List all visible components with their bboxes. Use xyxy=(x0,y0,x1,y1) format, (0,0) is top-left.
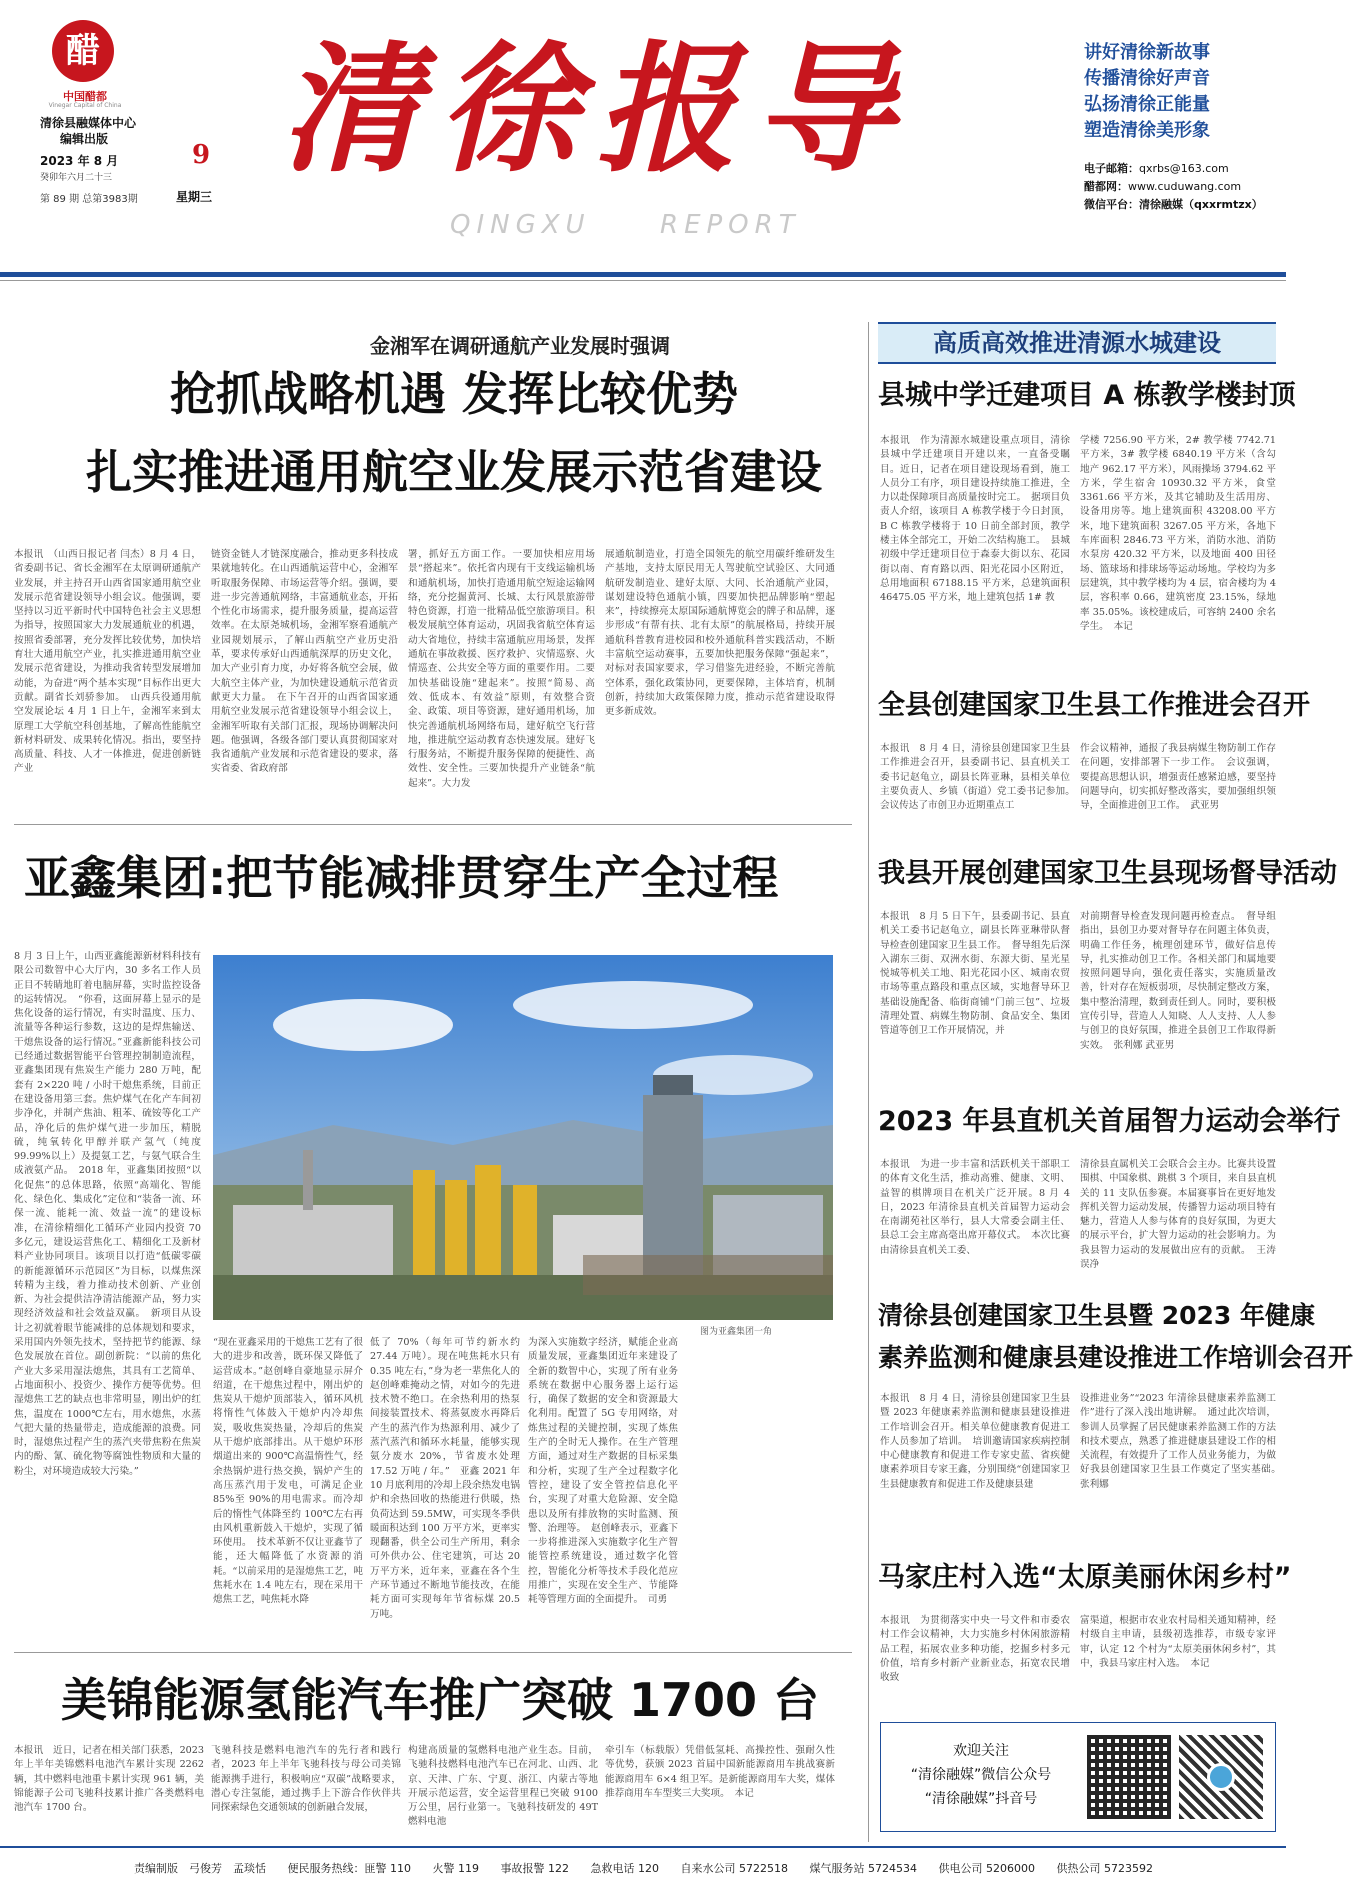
website-link[interactable]: www.cuduwang.com xyxy=(1128,180,1242,193)
sidebar-a5-title-2: 素养监测和健康县建设推进工作培训会召开 xyxy=(878,1343,1353,1372)
follow-douyin: “清徐融媒”抖音号 xyxy=(924,1791,1038,1807)
hydrogen-body-col-3: 构建高质量的氢燃料电池产业生态。目前，飞驰科技燃料电池汽车已在河北、山西、北京、天津、广东、宁夏、浙江、内蒙古等地开展示范运营，安全运营里程已突破 9100 万公里，居行业第一。飞驰科技研发的 49T 燃料电池 xyxy=(408,1745,598,1828)
sidebar-banner-text: 高质高效推进清源水城建设 xyxy=(933,329,1221,357)
contact-block xyxy=(1084,160,1263,214)
publisher: 清徐县融媒体中心 xyxy=(40,116,137,130)
yaxin-divider xyxy=(14,1652,852,1653)
douyin-qr-code-icon[interactable] xyxy=(1179,1735,1263,1819)
city-label-en: Vinegar Capital of China xyxy=(48,102,122,109)
sidebar-a5-col-1: 本报讯 8 月 4 日，清徐县创建国家卫生县暨 2023 年健康素养监测和健康县建设推进工作培训会召开。相关单位健康教育促进工作人员参加了培训。 培训邀请国家疾病控制中心健康教育和促进工作专家史蓝、省疾健康素养项目专家王鑫，分别围绕“创建国家卫生县健康教育和促进工作及健康县建 xyxy=(880,1393,1070,1490)
slogan-line: 传播清徐好声音 xyxy=(1084,68,1210,89)
sidebar-a5-col-2: 设推进业务”“2023 年清徐县健康素养监测工作”进行了深入浅出地讲解。 通过此次培训，参训人员掌握了居民健康素养监测工作的方法和技术要点，熟悉了推进健康县建设工作的相关流程，有效提升了工作人员业务能力，为做好我县创建国家卫生县工作奠定了坚实基础。 张利娜 xyxy=(1080,1393,1286,1490)
column-divider xyxy=(868,322,869,1842)
yaxin-body-col-2: “现在亚鑫采用的干熄焦工艺有了很大的进步和改善，既环保又降低了运营成本。”赵创峰自豪地显示屏介绍道，在干熄焦过程中，刚出炉的焦炭从干熄炉顶部装入，循环风机将惰性气体鼓入干熄炉内冷却焦炭，吸收焦炭热量，冷却后的焦炭从干熄炉底部排出。从干熄炉环形烟道出来的 900℃高温惰性气，经余热锅炉进行热交换，锅炉产生的高压蒸汽用于发电，可满足企业 85%至 90%的用电需求。而冷却后的惰性气体降至约 100℃左右再由风机重新鼓入干熄炉，实现了循环使用。 技术革新不仅让亚鑫节了能，还大幅降低了水资源的消耗。“以前采用的是湿熄焦工艺，吨焦耗水在 1.4 吨左右，现在采用干熄焦工艺，吨焦耗水降 xyxy=(213,1337,363,1606)
issue-date: 2023 年 8 月 xyxy=(40,154,119,168)
edition: 编辑出版 xyxy=(60,132,109,146)
sidebar-a6-col-1: 本报讯 为贯彻落实中央一号文件和市委农村工作会议精神，大力实施乡村休闲旅游精品工程，拓展农业多种功能，挖掘乡村多元价值，培育乡村新产业新业态，拓宽农民增收致 xyxy=(880,1615,1070,1684)
wechat-qr-code-icon[interactable] xyxy=(1087,1735,1171,1819)
newspaper-title-en-2: REPORT xyxy=(660,210,801,240)
slogan-line: 弘扬清徐正能量 xyxy=(1084,94,1210,115)
lead-headline-1: 抢抓战略机遇 发挥比较优势 xyxy=(169,367,738,421)
sidebar-a4-col-1: 本报讯 为进一步丰富和活跃机关干部职工的体育文化生活，推动高雅、健康、文明、益智的棋牌项目在机关广泛开展。8 月 4 日，2023 年清徐县直机关首届智力运动会在南湖苑社区举行，县人大常委会副主任、县总工会主席高毫出席开幕仪式。 本次比赛由清徐县直机关工委、 xyxy=(880,1159,1070,1256)
footer-gas: 煤气服务站 5724534 xyxy=(809,1862,917,1875)
lead-kicker: 金湘军在调研通航产业发展时强调 xyxy=(370,334,670,358)
douyin-logo-icon xyxy=(1207,1763,1235,1791)
sidebar-a1-col-1: 本报讯 作为清源水城建设重点项目，清徐县城中学迁建项目开建以来，一直备受瞩目。近日，记者在项目建设现场看到，施工人员分工有序，项目建设持续施工推进，全力以赴保障项目高质量按时完工。 据项目负责人介绍，该项目 A 栋教学楼于今日封顶，B C 栋教学楼将于 10 日前全部封顶，教学楼主体全部完工，开始二次结构施工。 县城初级中学迁建项目位于森泰大街以东、花园街以南、育育路以西、阳光花园小区附近，总用地面积 67188.15 平方米，总建筑面积 46475.05 平方米，地上建筑包括 1# 教 xyxy=(880,435,1070,604)
email-label: 电子邮箱： xyxy=(1084,162,1139,175)
sidebar-banner xyxy=(878,322,1276,364)
lead-body-col-2: 链资金链人才链深度融合，推动更多科技成果就地转化。在山西通航运营中心，金湘军听取服务保障、市场运营等介绍。强调，要进一步完善通航网络，丰富通航业态，开拓个性化市场需求，提升服务质量，提高运营效率。在太原尧城机场，金湘军察看通航产业园规划展示，了解山西航空产业历史沿革，要求传承好山西通航深厚的历史文化，加大产业引育力度，办好将各航空会展，做大航空主体产业，为加快建设通航示范省贡献更大力量。 在下午召开的山西省国家通用航空业发展示范省建设领导小组会议上，金湘军听取有关部门汇报，现场协调解决问题。他强调，各级各部门要认真贯彻国家对我省通航产业发展和示范省建设的要求，落实省委、省政府部 xyxy=(211,549,398,775)
yaxin-photo-caption: 图为亚鑫集团一角 xyxy=(700,1327,773,1337)
footer-heating: 供热公司 5723592 xyxy=(1056,1862,1153,1875)
slogan-block xyxy=(1084,40,1264,144)
footer-accident: 事故报警 122 xyxy=(500,1862,569,1875)
issue-number: 第 89 期 总第3983期 xyxy=(40,194,138,205)
footer-divider xyxy=(0,1846,1286,1848)
lead-headline-2: 扎实推进通用航空业发展示范省建设 xyxy=(86,445,822,499)
footer-water: 自来水公司 5722518 xyxy=(680,1862,788,1875)
newspaper-title-en-1: QINGXU xyxy=(450,210,591,240)
sidebar-a1-col-2: 学楼 7256.90 平方米，2# 教学楼 7742.71 平方米，3# 教学楼 6840.19 平方米（含勾地产 962.17 平方米），风雨操场 3794.62 平方米，学生宿舍 10930.32 平方米，食堂 3361.66 平方米，及其它辅助及生活用房、设备用房等。地上建筑面积 43208.00 平方米，地下建筑面积 3267.05 平方米，各地下车库面积 2846.73 平方米，消防水池、消防水泵房 420.32 平方米，以及地面 400 田径场、篮球场和排球场等运动场地。学校均为多层建筑，其中教学楼均为 4 层，宿舍楼均为 4 层，容积率 0.66，建筑密度 23.15%，绿地率 35.05%。该校建成后，可容纳 2400 余名学生。 本记 xyxy=(1080,435,1276,632)
lead-divider xyxy=(14,824,852,825)
weekday: 星期三 xyxy=(176,190,213,204)
vinegar-logo-icon: 醋 xyxy=(52,20,114,82)
footer-power: 供电公司 5206000 xyxy=(938,1862,1035,1875)
yaxin-body-col-4: 为深入实施数字经济，赋能企业高质量发展，亚鑫集团近年来建设了全新的数智中心，实现了所有业务系统在数据中心服务器上运行运行，确保了数据的安全和资源最大化利用。配置了 5G 专用网络，对炼焦过程的关键控制，实现了炼焦生产的全时无人操作。在生产管理方面，通过对生产数据的目标采集和分析，实现了生产全过程数字化管控，建设了安全管控信息化平台，实现了对重大危险源、安全隐患以及所有排放物的实时监测、预警、治理等。 赵创峰表示，亚鑫下一步将推进深入实施数字化生产智能管控系统建设，通过数字化管控，智能化分析等技术手段化范应用推广，实现在安全生产、节能降耗等管理方面的全面提升。 司勇 xyxy=(528,1337,678,1606)
lead-body-col-4: 展通航制造业，打造全国领先的航空用碳纤维研发生产基地，支持太原民用无人驾驶航空试验区、大同通航研发制造业、建好太原、大同、长治通航产业园，谋划建设特色通航小镇，四要加快把品牌影响“塑起来”，持续擦亮太原国际通航博览会的牌子和品牌，逐步形成“有帮有扶、北有太原”的航展格局，持续开展通航科普教育进校园和校外通航科普实践活动，不断丰富航空运动赛事，五要加快把服务保障“强起来”，对标对表国家要求，学习借鉴先进经验，不断完善航空体系，强化政策协同，更要保障，主体培育，机制创新，持续加大政策保障力度，推动示范省建设取得更多新成效。 xyxy=(605,549,835,718)
industrial-plant-photo xyxy=(213,955,833,1320)
masthead-divider-thin xyxy=(0,280,1286,281)
sidebar-a4-title: 2023 年县直机关首届智力运动会举行 xyxy=(878,1106,1341,1137)
follow-box xyxy=(880,1722,1276,1832)
city-label: 中国醋都 xyxy=(63,90,107,103)
footer-ambulance: 急救电话 120 xyxy=(590,1862,659,1875)
hydrogen-headline: 美锦能源氢能汽车推广突破 1700 台 xyxy=(60,1673,820,1727)
newspaper-title: 清徐报导 xyxy=(280,28,913,192)
slogan-line: 塑造清徐美形象 xyxy=(1084,120,1210,141)
lead-body-col-1: 本报讯 （山西日报记者 闫杰）8 月 4 日，省委副书记、省长金湘军在太原调研通航产业发展，并主持召开山西省国家通用航空业发展示范省建设领导小组会议。他强调，要坚持以习近平新时代中国特色社会主义思想为指导，按照国家大力发展通航业的机遇，按照省委部署，充分发挥比较优势，加快培育壮大通用航空产业，扎实推进通用航空业发展示范省建设，为推动我省转型发展增加动能，为奋进“两个基本实现”目标作出更大贡献。副省长刘骄参加。 山西兵役通用航空发展论坛 4 月 1 日上午，金湘军来到太原理工大学航空科创基地，了解高性能航空新材料研发、成果转化情况。指出，要坚持高质量、科技、人才一体推进，促进创新链产业 xyxy=(14,549,201,775)
sidebar-a4-col-2: 清徐县直属机关工会联合会主办。比赛共设置围棋、中国象棋、跳棋 3 个项目，来自县直机关的 11 支队伍参赛。本届赛事旨在更好地发挥机关智力运动发展，传播智力运动项目特有魅力，营造人人参与体育的良好氛围，为更大的展示平台，扩大智力运动的社会影响力。为我县智力运动的发展做出应有的贡献。 王涛 误净 xyxy=(1080,1159,1276,1271)
hydrogen-body-col-4: 牵引车（标载版）凭借低氢耗、高操控性、强耐久性等优势，获颁 2023 首届中国新能源商用车挑战赛新能源商用车 6×4 组卫军。是新能源商用车大奖，煤体推荐商用车车型奖三大奖项。 本记 xyxy=(605,1745,835,1799)
follow-text xyxy=(891,1739,1071,1811)
sidebar-a3-col-2: 对前期督导检查发现问题再检查点。 督导组指出，县创卫办要对督导存在问题主体负责，明确工作任务，梳理创建环节，做好信息传导，扎实推动创卫工作。各相关部门和属地要按照问题导向，强化责任落实，实施质量改善，针对存在短板弱项，尽快制定整改方案，集中整治清理，数到责任到人。同时，要积极宣传引导，营造人人知晓、人人支持、人人参与创卫的良好氛围，推进全县创卫工作取得新实效。 张利娜 武亚男 xyxy=(1080,911,1276,1051)
follow-heading: 欢迎关注 xyxy=(953,1743,1009,1759)
sidebar-a2-col-1: 本报讯 8 月 4 日，清徐县创建国家卫生县工作推进会召开，县委副书记、县直机关工委书记赵龟立，副县长阵亚琳，县相关单位主要负责人、乡镇（街道）党工委书记参加。 会议传达了市创卫办近期重点工 xyxy=(880,743,1080,812)
hydrogen-body-col-2: 飞驰科技是燃料电池汽车的先行者和践行者，2023 年上半年飞驰科技与母公司美锦能源携手进行，积极响应“双碳”战略要求，潜心专注氢能，通过携手上下游合作伙伴共同探索绿色交通领域的创新融合发展， xyxy=(211,1745,401,1814)
sidebar-a2-col-2: 作会议精神，通报了我县病媒生物防制工作存在问题，安排部署下一步工作。 会议强调，要提高思想认识，增强责任感紧迫感，要坚持问题导向，切实抓好整改落实，要加强组织领导，全面推进创卫工作。 武亚男 xyxy=(1080,743,1276,812)
issue-day: 9 xyxy=(192,140,211,170)
sidebar-a2-title: 全县创建国家卫生县工作推进会召开 xyxy=(878,690,1310,721)
email[interactable]: qxrbs@163.com xyxy=(1139,162,1229,175)
hydrogen-body-col-1: 本报讯 近日，记者在相关部门获悉，2023 年上半年美锦燃料电池汽车累计实现 2262 辆，其中燃料电池重卡累计实现 961 辆，美锦能源子公司飞驰科技累计推广各类燃料电池汽车 1700 台。 xyxy=(14,1745,204,1814)
sidebar-a6-col-2: 富渠道，根据市农业农村局相关通知精神，经村级自主申请，县级初选推荐，市级专家评审，认定 12 个村为“太原美丽休闲乡村”，其中，我县马家庄村入选。 本记 xyxy=(1080,1615,1276,1669)
sidebar-a6-title: 马家庄村入选“太原美丽休闲乡村” xyxy=(878,1562,1292,1593)
sidebar-a3-col-1: 本报讯 8 月 5 日下午，县委副书记、县直机关工委书记赵龟立，副县长阵亚琳带队督导检查创建国家卫生县工作。 督导组先后深入湖东三街、双洲水街、东源大街、星光星悦城等机关工地、阳光花园小区、城南农贸市场等重点路段和重点区域，实地督导环卫基础设施配备、临街商铺“门前三包”、垃圾清理处置、病媒生物防制、食品安全、集团管道等创卫工作开展情况，并 xyxy=(880,911,1070,1037)
yaxin-headline: 亚鑫集团:把节能减排贯穿生产全过程 xyxy=(24,851,779,905)
slogan-line: 讲好清徐新故事 xyxy=(1084,42,1210,63)
lead-body-col-3: 署，抓好五方面工作。一要加快相应用场景“搭起来”。依托省内现有干支线运输机场和通航机场，加快打造通用航空短途运输网络，充分挖掘黄河、长城、太行风景旅游带特色资源，打造一批精品低空旅游项目。积极发展航空体育运动，巩固我省航空体育运动大省地位，持续丰富通航应用场景，发挥通航在事故救援、医疗救护、灾情巡察、火情巡查、公共安全等方面的重要作用。二要加快基础设施“建起来”。按照“简易、高效、低成本、有效益”原则，有效整合资金、政策、项目等资源，建好通用机场，加快完善通航机场网络布局，建好航空飞行营地，推进航空运动教育态快速发展。建好飞行服务站，不断提升服务保障的便捷性、高效性、安全性。三要加快提升产业链条“航起来”。大力发 xyxy=(408,549,595,789)
masthead-divider xyxy=(0,272,1286,277)
site-label: 醋都网： xyxy=(1084,180,1128,193)
lunar-date: 癸卯年六月二十三 xyxy=(40,173,113,183)
footer-fire: 火警 119 xyxy=(432,1862,479,1875)
sidebar-a1-title: 县城中学迁建项目 A 栋教学楼封顶 xyxy=(878,380,1296,411)
sidebar-a3-title: 我县开展创建国家卫生县现场督导活动 xyxy=(878,858,1337,889)
wechat-label: 微信平台： xyxy=(1084,198,1139,211)
yaxin-photo xyxy=(213,955,833,1320)
footer-editors: 责编制版 弓俊芳 孟琰恬 xyxy=(134,1862,266,1875)
follow-wechat: “清徐融媒”微信公众号 xyxy=(910,1767,1052,1783)
footer xyxy=(134,1860,1274,1876)
footer-hotline: 便民服务热线：匪警 110 xyxy=(287,1862,411,1875)
yaxin-body-col-1: 8 月 3 日上午，山西亚鑫能源新材料科技有限公司数智中心大厅内，30 多名工作人员正目不转睛地盯着电脑屏幕，实时监控设备的运转情况。 “你看，这面屏幕上显示的是焦化设备的运行情况，有实时温度、压力、流量等各种运行参数，这边的是焊焦输送、干熄焦设备的运行情况。”亚鑫新能科技公司已经通过数据智能平台管理控制制造流程，亚鑫集团现有焦炭生产能力 280 万吨，配套有 2×220 吨 / 小时干熄焦系统，目前正在建设备用第三套。焦炉煤气在化产车间初步净化，并制产焦油、粗苯、硫铵等化工产品，净化后的焦炉煤气进一步加压，精脱硫，纯氧转化甲醇并联产氢气（纯度 99.99%以上）及提氨工艺，与氨气联合生成液氨产品。 2018 年，亚鑫集团按照“以化促焦”的总体思路，依照“高端化、智能化、绿色化、集成化”定位和“装备一流、环保一流、能耗一流、效益一流”的建设标准，在清徐精细化工循环产业园内投资 70 多亿元，建设运营焦化工、精细化工及新材料产业协同项目。该项目以打造“低碳零碳的新能源循环示范园区”为目标，以煤焦深转精为主线，着力推动技术创新、产业创新、为社会提供洁净清洁能源产品，努力实现经济效益和社会效益双赢。 新项目从设计之初就着眼节能减排的总体规划和要求，采用国内外领先技术，坚持把节约能源、绿色发展放在首位。副创新院：“以前的焦化产业大多采用湿法熄焦，其具有工艺简单、占地面积小、投资少、操作方便等优势。但湿熄焦工艺的缺点也非常明显，刚出炉的红焦，温度在 1000℃左右，用水熄焦，水蒸气把大量的热量带走，造成能源的浪费。同时，湿熄焦过程产生的蒸汽夹带焦粉在焦炭内的酚、氰、硫化物等腐蚀性物质和大量的粉尘，对环境造成较大污染。” xyxy=(14,951,201,1477)
wechat-account: 清徐融媒（qxxrmtzx） xyxy=(1139,198,1263,211)
sidebar-a5-title-1: 清徐县创建国家卫生县暨 2023 年健康 xyxy=(878,1301,1315,1330)
yaxin-body-col-3: 低了 70%（每年可节约新水约 27.44 万吨）。现在吨焦耗水只有 0.35 吨左右，”身为老一辈焦化人的赵创峰难掩动之情，对如今的先进技术赞不绝口。在余热利用的热泵间接装置技术、将蒸氨废水再降后产生的蒸汽作为热源利用、减少了蒸汽蒸汽和循环水耗量，能够实现氨分废水 20%，节省废水处理 17.52 万吨 / 年。” 亚鑫 2021 年 10 月底利用的冷却上段余热发电锅炉和余热回收的热能进行供暖，热负荷达到 59.5MW，可实现冬季供暖面积达到 100 万平方米，更率实现翻番，供全公司生产所用，剩余可外供办公、住宅建筑，可达 20 万平方米，近年来，亚鑫在各个生产环节通过不断地节能技改，在能耗方面可实现每年节省标煤 20.5 万吨。 xyxy=(370,1337,520,1620)
